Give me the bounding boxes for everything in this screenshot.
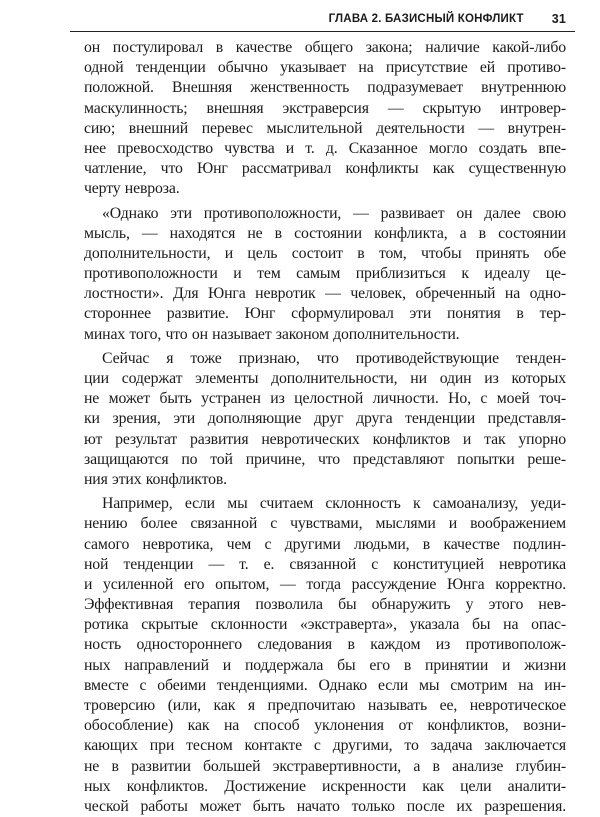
header-rule (70, 31, 575, 32)
text-line: Эффективная терапия позволила бы обнаружить у этого нев- (84, 596, 566, 614)
text-line: положной. Внешняя женственность подразумевает внутреннюю (84, 79, 566, 97)
paragraph-1 (84, 38, 566, 200)
body-text (84, 38, 566, 817)
text-line: ции содержат элементы дополнительности, ни один из которых (84, 370, 566, 387)
text-line: не может быть устранен из целостной личности. Но, с моей точ- (84, 390, 566, 408)
text-line: маскулинность; внешняя экстраверсия — скрытую интровер- (84, 99, 566, 117)
text-line: дополнительности, и цель состоит в том, чтобы принять обе (84, 244, 566, 262)
paragraph-3 (84, 349, 566, 490)
text-line: ческой работы может быть начато только после их разрешения. (84, 797, 566, 815)
text-line: ных направлений и поддержала бы его в принятии и жизни (84, 656, 566, 674)
text-line: обособление) как на способ уклонения от конфликтов, возни- (84, 717, 566, 735)
text-line: ность одностороннего следования в каждом из противополож- (84, 636, 566, 654)
text-line: лостности». Для Юнга невротик — человек, обреченный на одно- (84, 285, 566, 303)
text-line: защищаются по той причине, что представляют попытки реше- (84, 450, 566, 468)
text-line: вместе с обеими тенденциями. Однако если мы смотрим на ин- (84, 676, 566, 694)
text-line: Например, если мы считаем склонность к самоанализу, уеди- (102, 495, 566, 513)
text-line: нению более связанной с чувствами, мыслями и воображением (84, 515, 566, 533)
chapter-title: ГЛАВА 2. БАЗИСНЫЙ КОНФЛИКТ (328, 13, 524, 25)
text-line: ных конфликтов. Достижение искренности как цели аналити- (84, 777, 566, 795)
text-line: одной тенденции обычно указывает на присутствие ей противо- (84, 59, 566, 77)
running-head (318, 9, 566, 29)
text-line: ротика скрытые склонности «экстраверта», указала бы на опас- (84, 616, 566, 634)
text-line: черту невроза. (84, 180, 180, 198)
text-line: нее превосходство чувства и т. д. Сказанное могло создать впе- (84, 139, 566, 157)
text-line: мысль, — находятся не в состоянии конфликта, а в состоянии (84, 224, 566, 242)
text-line: и усиленной его опытом, — тогда рассуждение Юнга корректно. (84, 575, 566, 593)
text-line: чатление, что Юнг рассматривал конфликты как существенную (84, 160, 566, 178)
text-line: сию; внешний перевес мыслительной деятельности — внутрен- (84, 119, 566, 137)
text-line: «Однако эти противоположности, — развивает он далее свою (102, 204, 566, 222)
text-line: не в развитии большей экстравертивности, а в анализе глубин- (84, 757, 566, 775)
text-line: противоположности и тем самым приблизиться к идеалу це- (84, 265, 566, 283)
page-number: 31 (551, 12, 566, 26)
text-line: ной тенденции — т. е. связанной с конституцией невротика (84, 555, 566, 573)
text-line: самого невротика, чем с другими людьми, в качестве подлин- (84, 535, 566, 553)
text-line: стороннее развитие. Юнг сформулировал эти понятия в тер- (84, 305, 566, 323)
text-line: минах того, что он называет законом дополнительности. (84, 325, 460, 343)
text-line: Сейчас я тоже признаю, что противодействующие тенден- (102, 349, 566, 367)
text-line: ют результат развития невротических конфликтов и так упорно (84, 430, 566, 448)
text-line: кающих при тесном контакте с другими, то задача заключается (84, 737, 566, 755)
text-line: он постулировал в качестве общего закона; наличие какой-либо (84, 39, 566, 56)
paragraph-2 (84, 204, 566, 345)
paragraph-4 (84, 494, 566, 817)
text-line: троверсию (или, как я предпочитаю называть ее, невротическое (84, 697, 566, 714)
text-line: ки зрения, эти дополняющие друг друга тенденции представля- (84, 410, 566, 428)
text-line: ния этих конфликтов. (84, 470, 227, 488)
